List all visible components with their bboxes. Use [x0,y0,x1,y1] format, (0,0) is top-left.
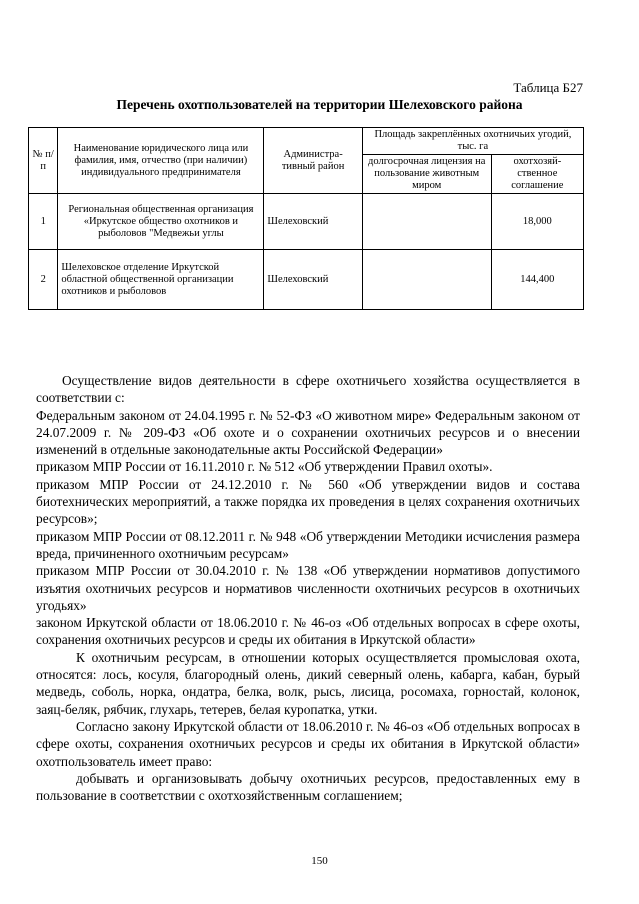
row-license [362,194,491,250]
row-license [362,250,491,310]
paragraph: Согласно закону Иркутской области от 18.06.2010 г. № 46-оз «Об отдельных вопросах в сфере охоты, сохранения охотничьих ресурсов и среды их обитания в Иркутской области» охотпользователь имеет право: [36,718,580,769]
page-number: 150 [311,855,328,867]
row-num: 1 [29,194,58,250]
header-district: Администра-тивный район [264,128,362,194]
header-license: долгосрочная лицензия на пользование животным миром [362,155,491,194]
row-name: Шелеховское отделение Иркутской областной общественной организации охотников и рыболовов [58,250,264,310]
paragraph: приказом МПР России от 16.11.2010 г. № 512 «Об утверждении Правил охоты». [36,459,493,475]
row-agreement: 18,000 [491,194,583,250]
paragraph: добывать и организовывать добычу охотничьих ресурсов, предоставленных ему в пользование в соответствии с охотхозяйственным соглашением; [36,770,580,804]
row-district: Шелеховский [264,250,362,310]
header-name: Наименование юридического лица или фамилия, имя, отчество (при наличии) индивидуального предпринимателя [58,128,264,194]
paragraph: приказом МПР России от 08.12.2011 г. № 948 «Об утверждении Методики исчисления размера вреда, причиненного охотничьим ресурсам» [36,528,580,561]
paragraph: законом Иркутской области от 18.06.2010 г. № 46-оз «Об отдельных вопросах в сфере охоты, сохранения охотничьих ресурсов и среды их обитания в Иркутской области» [36,615,580,648]
row-district: Шелеховский [264,194,362,250]
table-title: Перечень охотпользователей на территории Шелеховского района [116,97,523,112]
table-header-row [29,128,584,155]
body-text [36,372,580,804]
paragraph: приказом МПР России от 24.12.2010 г. № 560 «Об утверждении видов и состава биотехнических мероприятий, а также порядка их проведения в целях сохранения охотничьих ресурсов»; [36,476,580,527]
header-agreement: охотхозяй-ственное соглашение [491,155,583,194]
paragraph: К охотничьим ресурсам, в отношении которых осуществляется промысловая охота, относятся: лось, косуля, благородный олень, дикий северный олень, кабарга, кабан, бурый медведь, соболь, норка, ондатра, белка, волк, рысь, лисица, росомаха, горностай, колонок, заяц-беляк, рябчик, глухарь, тетерев, белая куропатка, утки. [36,649,580,717]
header-area-group: Площадь закреплённых охотничьих угодий, тыс. га [362,128,583,155]
paragraph: Федеральным законом от 24.04.1995 г. № 52-ФЗ «О животном мире» Федеральным законом от 24.07.2009 г. № 209-ФЗ «Об охоте и о сохранении охотничьих ресурсов и о внесении изменений в отдельные законодательные акты Российской Федерации» [36,407,580,458]
row-name: Региональная общественная организация «Иркутское общество охотников и рыболовов "Медвежьи углы [58,194,264,250]
paragraph: Осуществление видов деятельности в сфере охотничьего хозяйства осуществляется в соответствии с: [36,373,580,406]
row-num: 2 [29,250,58,310]
table-row [29,250,584,310]
header-num: № п/п [29,128,58,194]
row-agreement: 144,400 [491,250,583,310]
table-label: Таблица Б27 [513,80,583,95]
hunting-users-table [28,127,584,310]
table-row [29,194,584,250]
paragraph: приказом МПР России от 30.04.2010 г. № 138 «Об утверждении нормативов допустимого изъятия охотничьих ресурсов и нормативов численности охотничьих ресурсов в охотничьих угодьях» [36,563,580,613]
